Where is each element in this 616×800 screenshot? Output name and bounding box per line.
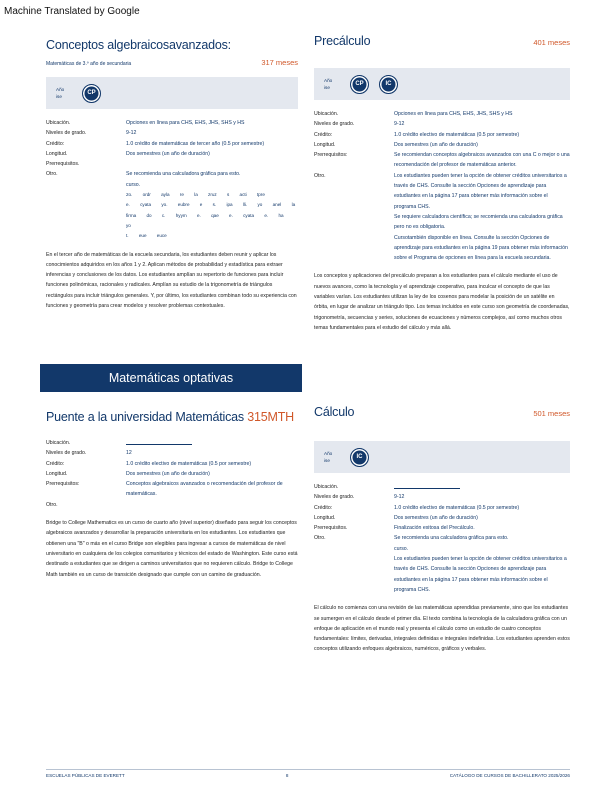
- course-title: Cálculo: [314, 405, 355, 419]
- course-title: Conceptos algebraicosavanzados:: [46, 38, 231, 52]
- footer-district: ESCUELAS PÚBLICAS DE EVERETT: [46, 773, 125, 778]
- course-hours: 401 meses: [533, 38, 570, 47]
- course-meta: Ubicación. Opciones en línea para CHS, EHS, JHS, SHS y HS Niveles de grado. 9-12 Crédito: 1.0 crédito electivo de matemáticas (0.5 por semestre) Longitud. Dos semestres (un año de duración) Prerrequisitos: Se recomiendan conceptos algebraicos avanzados con una C o mejor o una recomendación del profesor de matemáticas anterior. Otro. Los estudiantes pueden tener la opción de obtener créditos universitarios a través de CHS. Consulte la sección Opciones de aprendizaje para estudiantes en la página 17 para obtener más información sobre el programa CHS. Se requiere calculadora científica; se recomienda una calculadora gráfica pero no es obligatoria. Cursotambién disponible en línea. Consulte la sección Opciones de aprendizaje para estudiantes en la página 19 para obtener más información sobre el Programa de opciones en línea para la escuela secundaria.: [314, 111, 570, 262]
- college-credit-icon: IC: [350, 448, 369, 467]
- course-description: Bridge to College Mathematics es un curso de cuarto año (nivel superior) diseñado para seguir los conceptos algebraicos avanzados y desarrollar la preparación universitaria en los estudiantes. Los estudiantes que obtienen una "B" o más en el curso Bridge son elegibles para ingresar a cursos de matemáticas de nivel universitario en cualquiera de los colegios comunitarios y técnicos del estado de Washington. Este curso está destinado a estudiantes que se dirigen a caminos universitarios que no requieren cálculo. Bridge to College Math también es un curso de transición designado que cumple con un camino de graduación.: [46, 520, 298, 578]
- section-banner: Matemáticas optativas: [40, 364, 302, 392]
- location-underline: [394, 484, 460, 489]
- course-calculus: [314, 405, 570, 655]
- icon-bar: [314, 441, 570, 473]
- college-credit-icon: IC: [379, 75, 398, 94]
- course-subline: Matemáticas de 3.º año de secundaria: [46, 61, 132, 67]
- course-meta: Ubicación. Niveles de grado. 9-12 Crédito: 1.0 crédito electivo de matemáticas (0.5 por semestre) Longitud. Dos semestres (un año de duración) Prerrequisitos. Finalización exitosa del Precálculo. Otro. Se recomienda una calculadora gráfica para esto. curso. Los estudiantes pueden tener la opción de obtener créditos universitarios a través de CHS. Consulte la sección Opciones de aprendizaje para estudiantes en la página 17 para obtener más información sobre el programa CHS.: [314, 484, 567, 593]
- course-meta: Ubicación. Opciones en línea para CHS, EHS, JHS, SHS y HS Niveles de grado. 9-12 Crédito: 1.0 crédito de matemáticas de tercer año (0.5 por semestre) Longitud. Dos semestres (un año de duración) Prerrequisitos. Otro. Se recomienda una calculadora gráfica para esto. curso. 2o. ordr ayla re la zruz s acti tpre e. cyata yo. eubre e s. ipa lli. yo anel la firma do c. hyym e. qae e. cyata e. ha yo t. eue euce: [46, 120, 296, 239]
- college-prep-icon: CP: [82, 84, 101, 103]
- icon-tag: Año ise: [56, 87, 65, 99]
- course-hours: 501 meses: [533, 409, 570, 418]
- location-underline: [126, 440, 192, 445]
- course-description: Los conceptos y aplicaciones del precálculo preparan a los estudiantes para el cálculo mediante el uso de nuevos avances, como la tecnología y el aprendizaje cooperativo, para inculcar el concepto de que las variables varían. Los estudiantes utilizan la ley de los cosenos para modelar la posición de un satélite en órbita, en lugar de analizar un triángulo tipo. Los temas incluidos en este curso son geometría de coordenadas, trigonometría, secuencias y series, soluciones de ecuaciones y números complejos, así como muchos otros temas fundamentales para el estudio del cálculo y más allá.: [314, 273, 570, 331]
- course-title: Precálculo: [314, 34, 371, 48]
- page-footer: [46, 769, 570, 778]
- course-hours: 317 meses: [261, 58, 298, 67]
- icon-bar: [314, 68, 570, 100]
- course-advanced-algebra: [46, 38, 298, 311]
- course-description: En el tercer año de matemáticas de la escuela secundaria, los estudiantes deben reunir y aplicar los conocimientos adquiridos en los años 1 y 2. Aplican métodos de probabilidad y estadística para extraer inferencias y conclusiones de los datos. Los estudiantes amplían su repertorio de funciones para incluir funciones polinómicas, racionales y radicales. Amplían su estudio de la trigonometría de triángulos rectángulos para incluir triángulos generales. Y, por último, los estudiantes combinan todo su experiencia con funciones y geometría para crear modelos y resolver problemas contextuales.: [46, 251, 297, 310]
- icon-bar: [46, 77, 298, 109]
- college-prep-icon: CP: [350, 75, 369, 94]
- icon-tag: Año ise: [324, 78, 333, 90]
- icon-tag: Año ise: [324, 451, 333, 463]
- course-bridge-math: [46, 410, 298, 580]
- machine-translation-banner: Machine Translated by Google: [4, 6, 140, 17]
- course-precalculus: [314, 34, 570, 333]
- footer-catalog: CATÁLOGO DE CURSOS DE BACHILLERATO 2025/2026: [449, 773, 570, 778]
- footer-page-number: 8: [285, 773, 289, 778]
- course-title: Puente a la universidad Matemáticas 315MTH: [46, 410, 294, 424]
- course-meta: Ubicación. Niveles de grado. 12 Crédito: 1.0 crédito electivo de matemáticas (0.5 por semestre) Longitud. Dos semestres (un año de duración) Prerrequisitos: Conceptos algebraicos avanzados o recomendación del profesor de matemáticas. Otro.: [46, 440, 283, 508]
- course-description: El cálculo no comienza con una revisión de las matemáticas aprendidas previamente, sino que los estudiantes se sumergen en el cálculo desde el primer día. El texto combina la tecnología de la calculadora gráfica con un enfoque de aplicación en el mundo real y presenta el cálculo como un estudio de cuatro conceptos fundamentales: límites, derivadas, integrales definidas e integrales indefinidas. Los estudiantes aprenden estos conceptos utilizando enfoques algebraicos, numéricos, gráficos y verbales.: [314, 605, 570, 653]
